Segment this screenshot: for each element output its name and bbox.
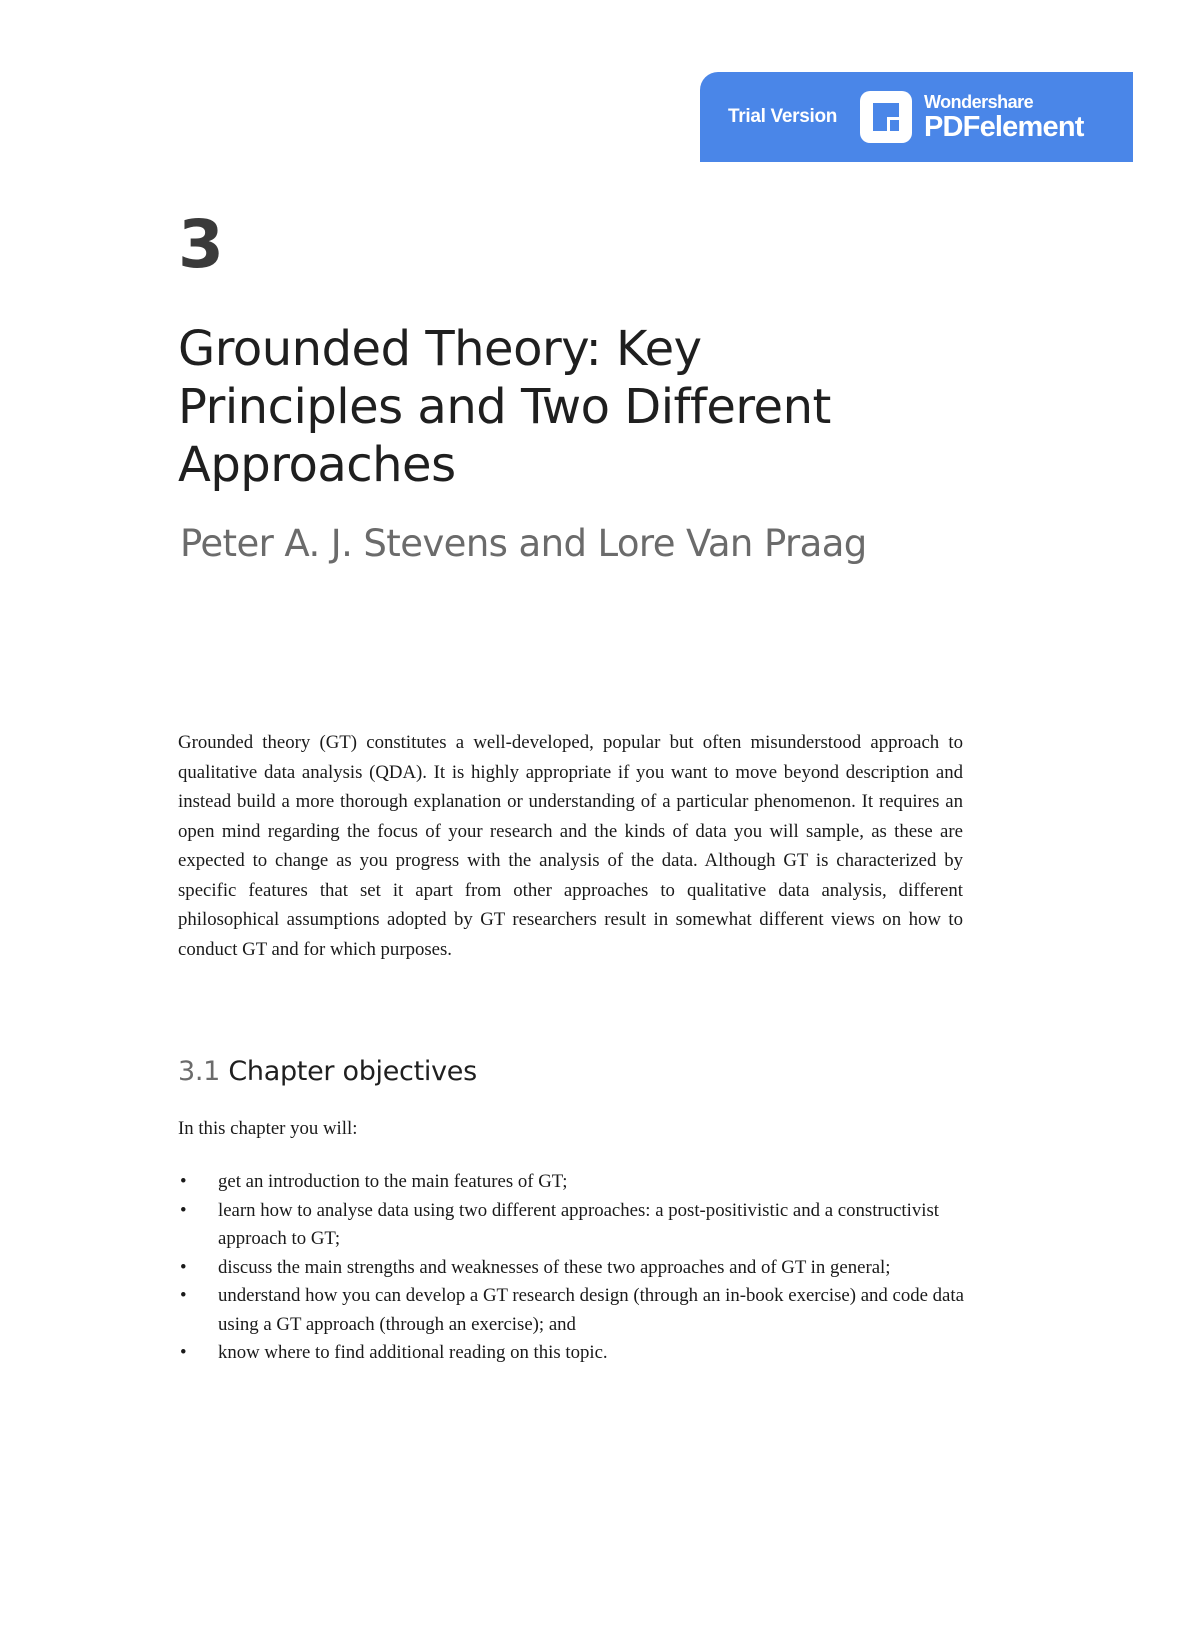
- list-item-text: discuss the main strengths and weaknesses of these two approaches and of GT in general;: [218, 1256, 891, 1278]
- bullet-icon: •: [180, 1285, 187, 1306]
- list-item: [178, 1282, 968, 1339]
- chapter-number: 3: [178, 206, 224, 283]
- list-item-text: know where to find additional reading on this topic.: [218, 1342, 608, 1363]
- chapter-title: Grounded Theory: Key Principles and Two Different Approaches: [178, 321, 831, 493]
- list-item-text: get an introduction to the main features of GT;: [218, 1171, 568, 1192]
- list-item-text: understand how you can develop a GT research design (through an in-book exercise) and code data using a GT approach (through an exercise); and: [218, 1285, 964, 1335]
- trial-watermark-banner: [700, 72, 1133, 162]
- objectives-list: [178, 1168, 968, 1368]
- bullet-icon: •: [180, 1199, 187, 1221]
- bullet-icon: •: [180, 1256, 187, 1278]
- section-number: 3.1: [178, 1056, 221, 1087]
- watermark-product: PDFelement: [924, 110, 1084, 143]
- bullet-icon: •: [180, 1342, 187, 1363]
- pdfelement-logo-icon: [860, 91, 912, 143]
- list-item: [178, 1254, 968, 1283]
- section-title: Chapter objectives: [228, 1056, 477, 1087]
- watermark-brand-text: [924, 93, 1084, 142]
- chapter-abstract: Grounded theory (GT) constitutes a well-developed, popular but often misunderstood approach to qualitative data analysis (QDA). It is highly appropriate if you want to move beyond description and instead build a more thorough explanation or understanding of a particular phenomenon. It requires an open mind regarding the focus of your research and the kinds of data you will sample, as these are expected to change as you progress with the analysis of the data. Although GT is characterized by specific features that set it apart from other approaches to qualitative data analysis, different philosophical assumptions adopted by GT researchers result in somewhat different views on how to conduct GT and for which purposes.: [178, 732, 963, 960]
- bullet-icon: •: [180, 1171, 187, 1192]
- section-intro: In this chapter you will:: [178, 1118, 358, 1139]
- trial-version-label: Trial Version: [728, 106, 838, 127]
- list-item: [178, 1339, 968, 1368]
- section-heading: [178, 1055, 477, 1089]
- list-item: [178, 1197, 968, 1254]
- watermark-brand: Wondershare: [924, 91, 1034, 112]
- list-item-text: learn how to analyse data using two different approaches: a post-positivistic and a constructivist approach to GT;: [218, 1199, 939, 1249]
- chapter-authors: Peter A. J. Stevens and Lore Van Praag: [180, 522, 867, 565]
- list-item: [178, 1168, 968, 1197]
